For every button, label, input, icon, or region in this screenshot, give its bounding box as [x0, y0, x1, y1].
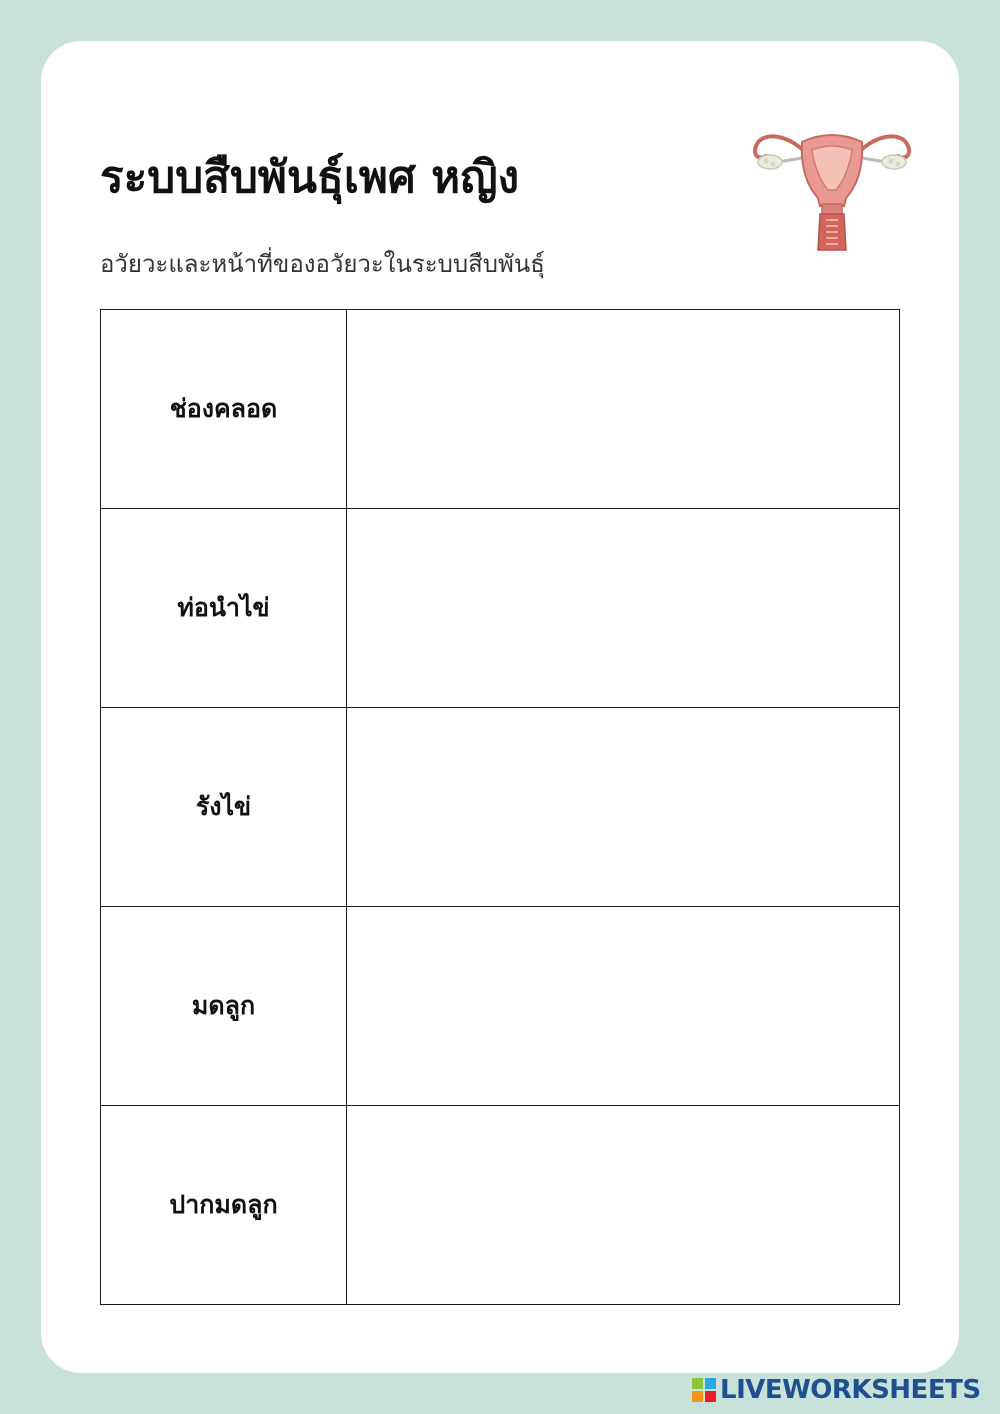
table-row [101, 1106, 900, 1305]
brand-name: LIVEWORKSHEETS [720, 1375, 981, 1405]
organ-label-fallopian-tube: ท่อนำไข่ [101, 509, 347, 708]
answer-cell-ovary[interactable] [347, 708, 900, 907]
liveworksheets-brand [692, 1374, 981, 1406]
organ-label-ovary: รังไข่ [101, 708, 347, 907]
worksheet-title: ระบบสืบพันธุ์เพศ หญิง [100, 152, 520, 203]
answer-cell-cervix[interactable] [347, 1106, 900, 1305]
table-row [101, 907, 900, 1106]
organ-label-vagina: ช่องคลอด [101, 310, 347, 509]
answer-cell-fallopian-tube[interactable] [347, 509, 900, 708]
liveworksheets-logo-icon [692, 1378, 716, 1402]
worksheet-subtitle: อวัยวะและหน้าที่ของอวัยวะในระบบสืบพันธุ์ [100, 250, 545, 278]
organ-label-uterus: มดลูก [101, 907, 347, 1106]
table-row [101, 509, 900, 708]
answer-cell-uterus[interactable] [347, 907, 900, 1106]
answer-cell-vagina[interactable] [347, 310, 900, 509]
uterus-illustration [752, 128, 912, 254]
table-row [101, 310, 900, 509]
organ-table [100, 309, 900, 1305]
organ-label-cervix: ปากมดลูก [101, 1106, 347, 1305]
table-row [101, 708, 900, 907]
